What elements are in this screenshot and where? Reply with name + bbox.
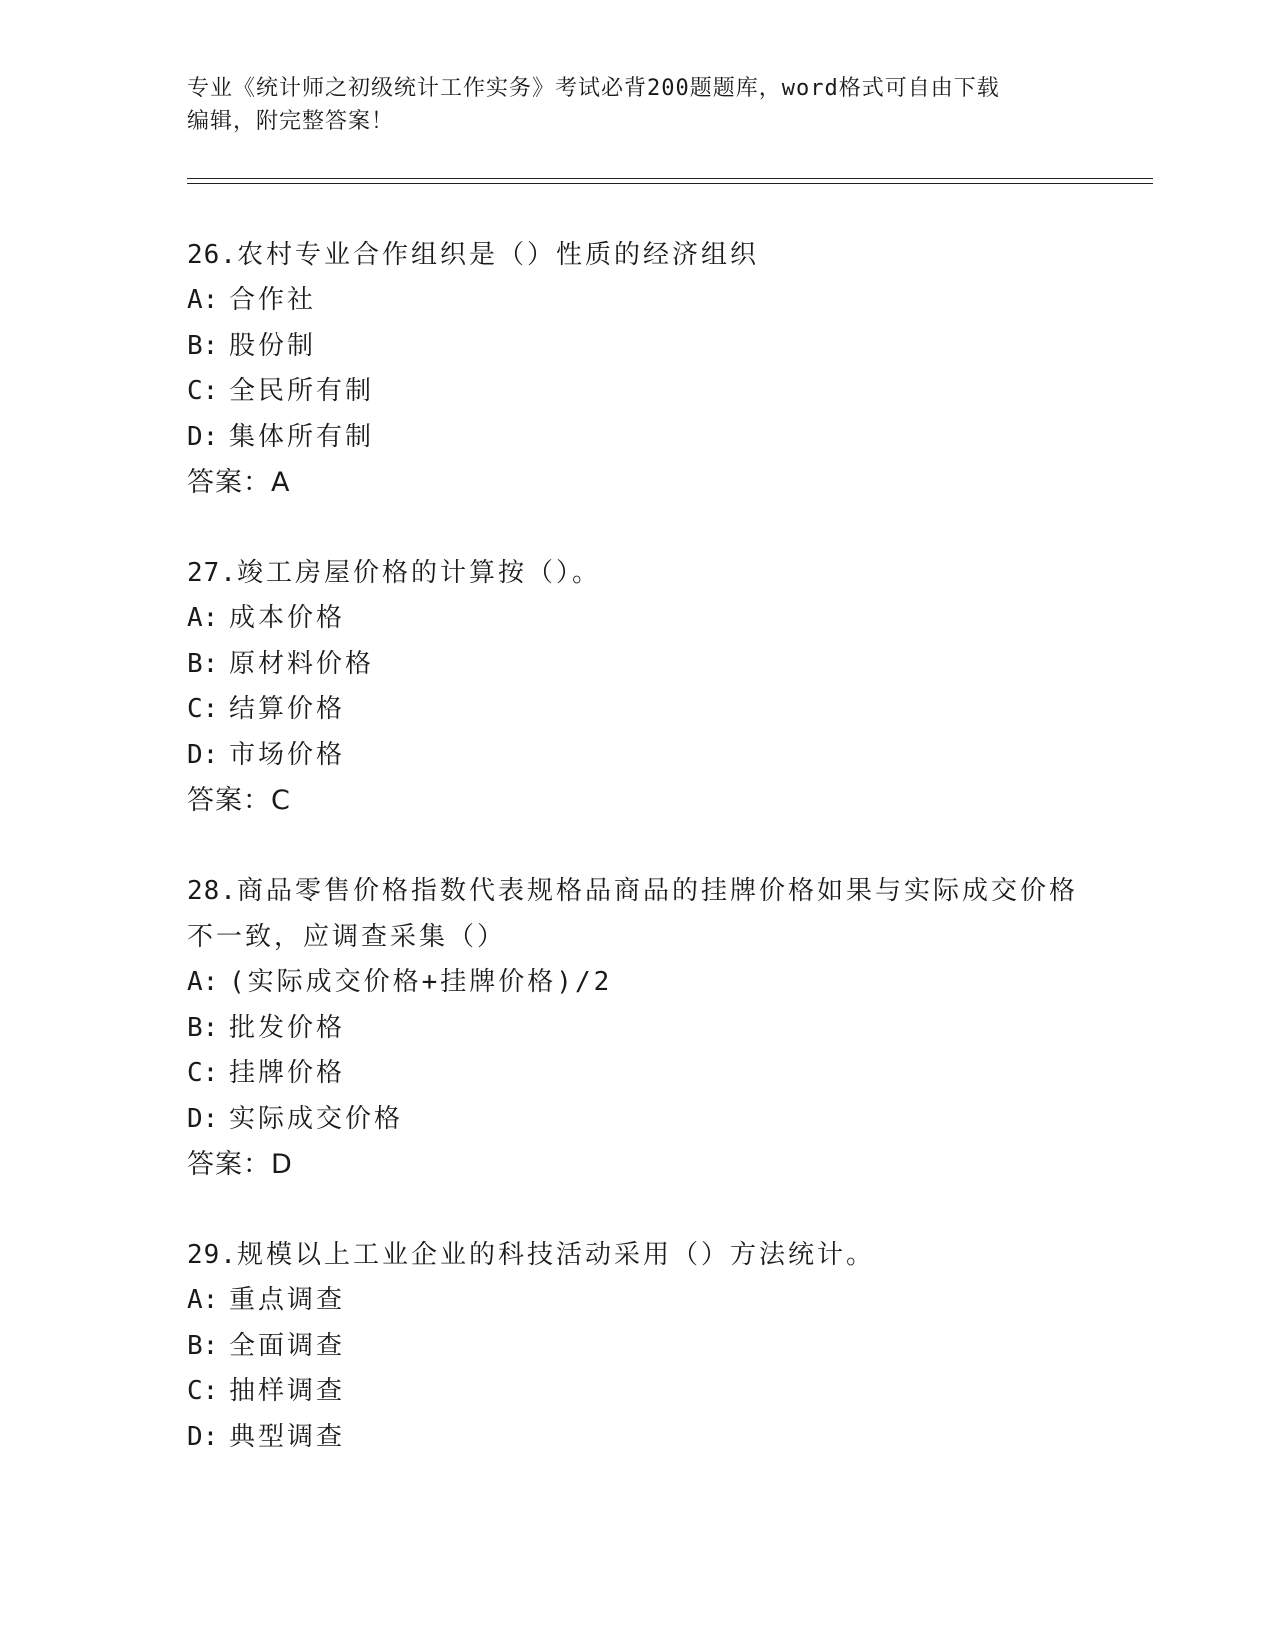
option-b [187, 642, 1087, 688]
answer-line: 答案：D [187, 1149, 293, 1180]
option-letter: A: [187, 285, 219, 315]
option-text: 批发价格 [229, 1012, 346, 1043]
option-letter: B: [187, 1012, 219, 1043]
option-b [187, 1324, 1087, 1370]
option-a [187, 596, 1087, 642]
option-b [187, 1006, 1087, 1052]
option-text: 股份制 [229, 330, 317, 361]
option-a [187, 960, 1087, 1006]
option-text: 市场价格 [229, 739, 346, 770]
question-stem [187, 1232, 1087, 1278]
option-d [187, 415, 1087, 461]
option-d [187, 733, 1087, 779]
document-header [187, 72, 1067, 138]
option-d [187, 1097, 1087, 1143]
header-divider-bottom [187, 183, 1153, 184]
question-number: 29. [187, 1240, 237, 1270]
option-letter: B: [187, 1330, 219, 1361]
option-letter: A: [187, 967, 219, 997]
option-text: 重点调查 [229, 1285, 346, 1315]
option-text: 结算价格 [229, 694, 346, 724]
question-text: 规模以上工业企业的科技活动采用（）方法统计。 [236, 1240, 875, 1270]
option-letter: D: [187, 739, 219, 770]
option-text: 全面调查 [229, 1330, 346, 1361]
question-26 [187, 232, 1087, 505]
question-29 [187, 1232, 1087, 1460]
option-text: 集体所有制 [229, 421, 375, 452]
option-text: 合作社 [229, 285, 317, 315]
option-letter: A: [187, 1285, 219, 1315]
option-text: 抽样调查 [229, 1376, 346, 1406]
answer-line: 答案：A [187, 467, 291, 498]
question-text: 农村专业合作组织是（）性质的经济组织 [236, 240, 759, 270]
option-text: 全民所有制 [229, 376, 375, 406]
option-a [187, 278, 1087, 324]
option-letter: D: [187, 421, 219, 452]
option-letter: A: [187, 603, 219, 633]
option-text: 挂牌价格 [229, 1058, 346, 1088]
option-c [187, 1051, 1087, 1097]
question-text: 商品零售价格指数代表规格品商品的挂牌价格如果与实际成交价格不一致，应调查采集（） [187, 876, 1078, 952]
option-b [187, 324, 1087, 370]
option-letter: C: [187, 1376, 219, 1406]
option-letter: B: [187, 330, 219, 361]
header-title-line-2: 编辑，附完整答案！ [187, 109, 395, 134]
option-c [187, 1369, 1087, 1415]
option-letter: D: [187, 1103, 219, 1134]
question-stem [187, 232, 1087, 278]
question-27 [187, 550, 1087, 823]
header-title-line-1: 专业《统计师之初级统计工作实务》考试必背200题题库，word格式可自由下载 [187, 76, 1000, 101]
option-letter: D: [187, 1421, 219, 1452]
option-text: 实际成交价格 [229, 1103, 404, 1134]
question-number: 26. [187, 240, 237, 270]
option-letter: C: [187, 376, 219, 406]
option-text: (实际成交价格+挂牌价格)/2 [229, 967, 613, 997]
option-text: 典型调查 [229, 1421, 346, 1452]
question-stem [187, 550, 1087, 596]
question-stem [187, 868, 1087, 960]
option-letter: B: [187, 648, 219, 679]
header-divider-top [187, 178, 1153, 179]
question-text: 竣工房屋价格的计算按（）。 [236, 558, 601, 588]
option-text: 原材料价格 [229, 648, 375, 679]
option-d [187, 1415, 1087, 1461]
option-letter: C: [187, 694, 219, 724]
answer-line: 答案：C [187, 785, 291, 816]
question-28 [187, 868, 1087, 1187]
option-c [187, 687, 1087, 733]
question-number: 27. [187, 558, 237, 588]
option-a [187, 1278, 1087, 1324]
option-letter: C: [187, 1058, 219, 1088]
question-number: 28. [187, 876, 237, 906]
question-list [187, 232, 1087, 1505]
option-c [187, 369, 1087, 415]
option-text: 成本价格 [229, 603, 346, 633]
